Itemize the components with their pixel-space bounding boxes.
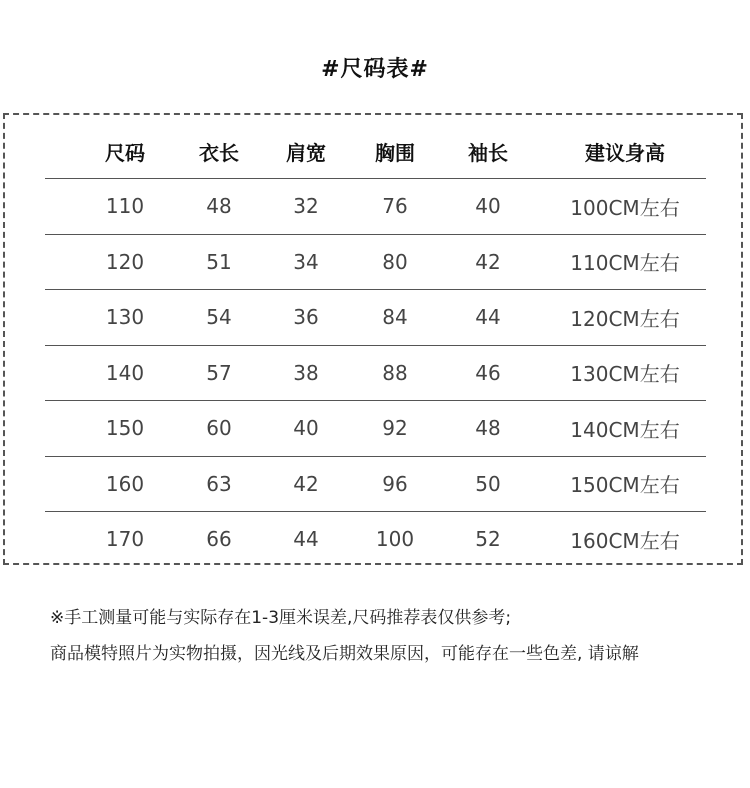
cell-chest: 92	[382, 416, 408, 441]
cell-height: 130CM左右	[570, 362, 680, 387]
cell-length: 48	[206, 194, 232, 219]
cell-length: 57	[206, 360, 232, 385]
cell-size: 120	[105, 249, 145, 274]
cell-length: 63	[206, 471, 232, 496]
table-row	[45, 178, 706, 234]
measurement-note: ※手工测量可能与实际存在1-3厘米误差,尺码推荐表仅供参考;	[50, 608, 512, 628]
cell-size: 160	[105, 471, 145, 496]
header-shoulder: 肩宽	[286, 141, 326, 165]
color-note: 商品模特照片为实物拍摄，因光线及后期效果原因，可能存在一些色差, 请谅解	[50, 644, 639, 664]
header-sleeve: 袖长	[468, 141, 508, 165]
table-row	[45, 456, 706, 512]
cell-size: 170	[105, 527, 145, 552]
cell-sleeve: 46	[475, 360, 501, 385]
cell-chest: 100	[375, 527, 415, 552]
cell-length: 51	[206, 249, 232, 274]
cell-sleeve: 50	[475, 471, 501, 496]
cell-size: 110	[105, 194, 145, 219]
cell-height: 110CM左右	[570, 251, 680, 276]
table-row	[45, 234, 706, 290]
cell-shoulder: 44	[293, 527, 319, 552]
cell-size: 150	[105, 416, 145, 441]
cell-length: 60	[206, 416, 232, 441]
cell-shoulder: 32	[293, 194, 319, 219]
size-notes	[50, 600, 740, 672]
cell-height: 100CM左右	[570, 195, 680, 220]
header-chest: 胸围	[375, 141, 415, 165]
cell-chest: 96	[382, 471, 408, 496]
cell-shoulder: 38	[293, 360, 319, 385]
table-row	[45, 511, 706, 567]
cell-chest: 84	[382, 305, 408, 330]
cell-height: 120CM左右	[570, 306, 680, 331]
cell-shoulder: 34	[293, 249, 319, 274]
table-row	[45, 400, 706, 456]
cell-height: 160CM左右	[570, 528, 680, 553]
cell-length: 54	[206, 305, 232, 330]
header-length: 衣长	[199, 141, 239, 165]
cell-shoulder: 42	[293, 471, 319, 496]
cell-sleeve: 40	[475, 194, 501, 219]
cell-sleeve: 44	[475, 305, 501, 330]
header-height: 建议身高	[585, 141, 665, 165]
cell-sleeve: 52	[475, 527, 501, 552]
cell-height: 140CM左右	[570, 417, 680, 442]
cell-size: 140	[105, 360, 145, 385]
size-table	[45, 125, 706, 567]
size-chart-title: #尺码表#	[321, 57, 429, 82]
cell-length: 66	[206, 527, 232, 552]
table-row	[45, 345, 706, 401]
cell-chest: 80	[382, 249, 408, 274]
table-row	[45, 289, 706, 345]
cell-size: 130	[105, 305, 145, 330]
cell-sleeve: 42	[475, 249, 501, 274]
table-header-row	[45, 125, 706, 178]
cell-shoulder: 40	[293, 416, 319, 441]
cell-sleeve: 48	[475, 416, 501, 441]
cell-chest: 76	[382, 194, 408, 219]
header-size: 尺码	[105, 141, 145, 165]
cell-chest: 88	[382, 360, 408, 385]
cell-shoulder: 36	[293, 305, 319, 330]
cell-height: 150CM左右	[570, 473, 680, 498]
